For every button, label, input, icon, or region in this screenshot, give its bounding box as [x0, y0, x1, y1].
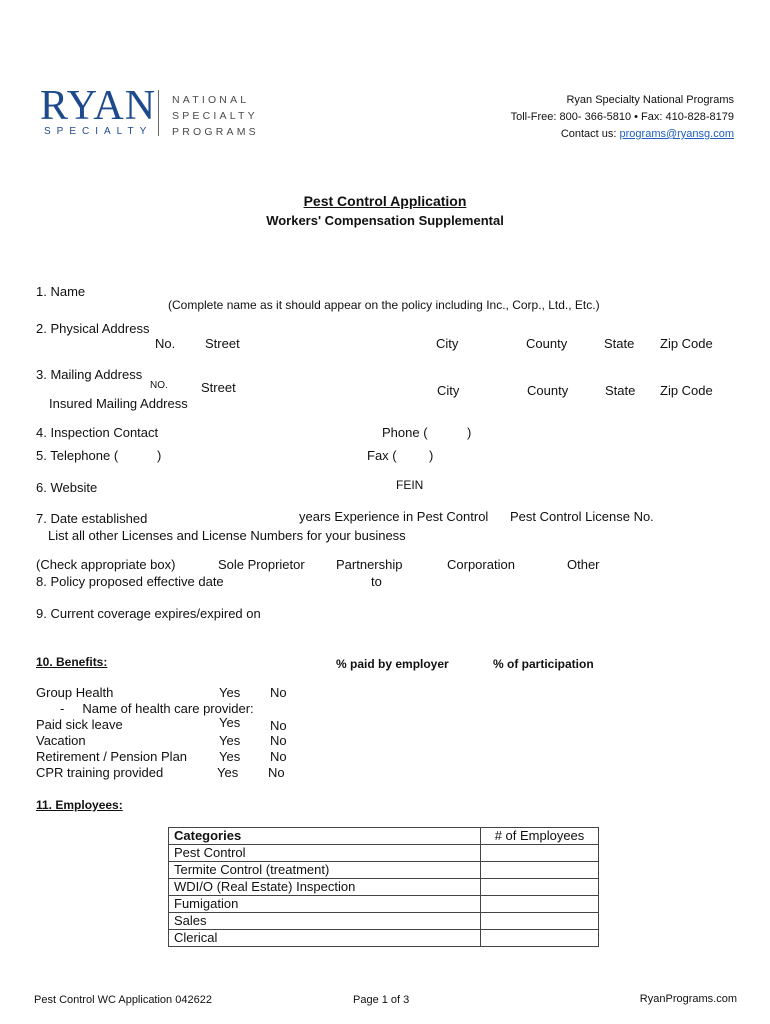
- telephone-label: 5. Telephone (: [36, 448, 119, 463]
- fein-label: FEIN: [396, 478, 424, 492]
- benefit-yes[interactable]: Yes: [217, 765, 239, 780]
- contact-email-line: [511, 126, 734, 143]
- insured-mailing-label: Insured Mailing Address: [49, 396, 188, 411]
- other-option[interactable]: Other: [567, 557, 600, 572]
- category-cell: Pest Control: [169, 845, 481, 862]
- footer-page-number: Page 1 of 3: [353, 994, 410, 1006]
- category-cell: WDI/O (Real Estate) Inspection: [169, 879, 481, 896]
- contact-block: [511, 92, 734, 143]
- mailing-zip-label: Zip Code: [660, 383, 713, 398]
- date-established-label: 7. Date established: [36, 511, 148, 526]
- logo-specialty-text: SPECIALTY: [44, 126, 153, 137]
- table-row: [169, 913, 599, 930]
- physical-street-label: Street: [205, 336, 240, 351]
- table-row: [169, 862, 599, 879]
- logo-line: NATIONAL: [172, 94, 250, 106]
- partnership-option[interactable]: Partnership: [336, 557, 403, 572]
- table-row: [169, 896, 599, 913]
- benefit-item: Paid sick leave: [36, 717, 123, 732]
- contact-email-link[interactable]: programs@ryansg.com: [619, 128, 734, 140]
- employee-count-cell[interactable]: [481, 930, 599, 947]
- footer-form-id: Pest Control WC Application 042622: [34, 994, 212, 1006]
- contact-label: Contact us:: [560, 128, 620, 140]
- employees-table: [168, 827, 599, 947]
- category-cell: Sales: [169, 913, 481, 930]
- benefit-item: Retirement / Pension Plan: [36, 749, 188, 764]
- participation-header: % of participation: [493, 657, 594, 671]
- paid-by-employer-header: % paid by employer: [336, 657, 449, 671]
- benefit-yes[interactable]: Yes: [219, 715, 241, 730]
- benefit-yes[interactable]: Yes: [219, 749, 241, 764]
- physical-county-label: County: [526, 336, 568, 351]
- policy-to-label: to: [371, 574, 382, 589]
- mailing-county-label: County: [527, 383, 569, 398]
- employee-count-cell[interactable]: [481, 862, 599, 879]
- page-title: Pest Control Application: [303, 193, 467, 209]
- footer-website: RyanPrograms.com: [639, 993, 737, 1005]
- mailing-city-label: City: [437, 383, 460, 398]
- mailing-no-label: NO.: [150, 380, 168, 391]
- employee-count-cell[interactable]: [481, 845, 599, 862]
- benefit-item: CPR training provided: [36, 765, 164, 780]
- logo-programs-block: [172, 92, 259, 140]
- benefit-no[interactable]: No: [270, 733, 287, 748]
- benefit-item: Group Health: [36, 685, 114, 700]
- employees-heading: 11. Employees:: [36, 798, 123, 812]
- benefit-yes[interactable]: Yes: [219, 685, 241, 700]
- physical-address-label: 2. Physical Address: [36, 321, 150, 336]
- contact-company: Ryan Specialty National Programs: [566, 94, 734, 106]
- other-licenses-label: List all other Licenses and License Numbers for your business: [48, 528, 406, 543]
- table-row: [169, 845, 599, 862]
- benefit-no[interactable]: No: [270, 685, 287, 700]
- employee-count-cell[interactable]: [481, 913, 599, 930]
- benefit-item: - Name of health care provider:: [60, 701, 254, 716]
- check-box-label: (Check appropriate box): [36, 557, 176, 572]
- mailing-street-label: Street: [201, 380, 236, 395]
- logo-line: PROGRAMS: [172, 126, 259, 138]
- benefits-heading: 10. Benefits:: [36, 655, 108, 669]
- category-cell: Fumigation: [169, 896, 481, 913]
- years-experience-label: years Experience in Pest Control: [299, 509, 489, 524]
- name-label: 1. Name: [36, 284, 86, 299]
- telephone-close-paren: ): [157, 448, 162, 463]
- employee-count-cell[interactable]: [481, 896, 599, 913]
- license-no-label: Pest Control License No.: [510, 509, 654, 524]
- fax-label: Fax (: [367, 448, 397, 463]
- benefit-item: Vacation: [36, 733, 86, 748]
- fax-close-paren: ): [429, 448, 434, 463]
- category-cell: Termite Control (treatment): [169, 862, 481, 879]
- physical-zip-label: Zip Code: [660, 336, 713, 351]
- page-subtitle: Workers' Compensation Supplemental: [266, 213, 504, 228]
- physical-city-label: City: [436, 336, 459, 351]
- table-row: [169, 930, 599, 947]
- logo-line: SPECIALTY: [172, 110, 258, 122]
- benefit-no[interactable]: No: [268, 765, 285, 780]
- logo-divider: [158, 90, 159, 136]
- category-cell: Clerical: [169, 930, 481, 947]
- name-note: (Complete name as it should appear on the policy including Inc., Corp., Ltd., Etc.): [168, 298, 600, 312]
- table-header-row: [169, 828, 599, 845]
- physical-no-label: No.: [155, 336, 176, 351]
- inspection-contact-label: 4. Inspection Contact: [36, 425, 159, 440]
- categories-header: Categories: [169, 828, 481, 845]
- coverage-expires-label: 9. Current coverage expires/expired on: [36, 606, 261, 621]
- benefit-no[interactable]: No: [270, 718, 287, 733]
- mailing-address-label: 3. Mailing Address: [36, 367, 143, 382]
- employee-count-cell[interactable]: [481, 879, 599, 896]
- policy-effective-label: 8. Policy proposed effective date: [36, 574, 224, 589]
- benefit-yes[interactable]: Yes: [219, 733, 241, 748]
- phone-label: Phone (: [382, 425, 428, 440]
- logo-ryan-text: RYAN: [40, 83, 157, 129]
- website-label: 6. Website: [36, 480, 98, 495]
- phone-close-paren: ): [467, 425, 472, 440]
- mailing-state-label: State: [605, 383, 636, 398]
- physical-state-label: State: [604, 336, 635, 351]
- corporation-option[interactable]: Corporation: [447, 557, 515, 572]
- employee-count-header: # of Employees: [481, 828, 599, 845]
- table-row: [169, 879, 599, 896]
- sole-proprietor-option[interactable]: Sole Proprietor: [218, 557, 305, 572]
- benefit-no[interactable]: No: [270, 749, 287, 764]
- contact-phones: Toll-Free: 800- 366-5810 • Fax: 410-828-8179: [510, 111, 734, 123]
